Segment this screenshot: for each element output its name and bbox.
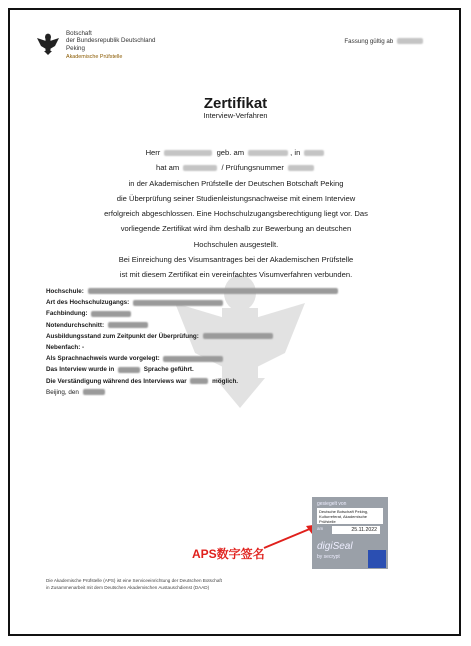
annotation-label: APS数字签名 (192, 547, 265, 561)
certificate-body (46, 145, 426, 283)
footer-line-1: Die Akademische Prüfstelle (APS) ist eine Serviceeinrichtung der Deutschen Botschaft (46, 578, 222, 583)
seal-brand-sub: by secrypt (317, 554, 340, 560)
field-interview: Das Interview wurde in Sprache geführt. (46, 366, 194, 374)
page-title: Zertifikat (203, 95, 268, 112)
embassy-header (66, 30, 155, 62)
fassung-label: Fassung gültig ab (344, 38, 394, 45)
body-line-5: erfolgreich abgeschlossen. Eine Hochschulzugangsberechtigung liegt vor. Das (104, 209, 368, 219)
seal-sealed-by: gesiegelt von (317, 501, 347, 507)
field-beijing: Beijing, den (46, 387, 426, 398)
certificate-fields (46, 286, 426, 398)
seal-brand: digiSeal (317, 541, 353, 552)
field-noten: Notendurchschnitt: (46, 320, 426, 331)
body-line-7: Hochschulen ausgestellt. (193, 239, 279, 249)
footer-note (46, 578, 222, 591)
body-line-4: die Überprüfung seiner Studienleistungsnachweise mit einem Interview (116, 193, 356, 203)
field-hochschule: Hochschule: (46, 286, 426, 297)
field-nebenfach: Nebenfach: - (46, 344, 85, 352)
body-line-2: hat am / Prüfungsnummer (46, 160, 426, 175)
field-art: Art des Hochschulzugangs: (46, 297, 426, 308)
federal-eagle-icon (36, 30, 60, 56)
footer-line-2: in Zusammenarbeit mit dem Deutschen Akademischen Austauschdienst (DAAD) (46, 584, 210, 590)
seal-date: 25.11.2022 (332, 526, 380, 534)
body-line-3: in der Akademischen Prüfstelle der Deutschen Botschaft Peking (128, 178, 344, 188)
redacted-date (397, 38, 423, 44)
header-line-1: Botschaft (66, 30, 92, 37)
body-line-1: Herr geb. am , in (46, 145, 426, 160)
field-ausbildung: Ausbildungsstand zum Zeitpunkt der Überprüfung: (46, 331, 426, 342)
seal-org-box: Deutsche Botschaft Peking, Kulturreferat, Akademische Prüfstelle (317, 508, 383, 524)
validity-note (344, 38, 425, 45)
body-line-8: Bei Einreichung des Visumsantrages bei der Akademischen Prüfstelle (118, 255, 354, 265)
header-line-2: der Bundesrepublik Deutschland (66, 37, 156, 45)
field-sprach: Als Sprachnachweis wurde vorgelegt: (46, 353, 426, 364)
field-fachbindung: Fachbindung: (46, 308, 426, 319)
header-line-3: Peking (66, 44, 85, 52)
body-line-6: vorliegende Zertifikat wird ihm deshalb zur Bewerbung an deutschen (120, 224, 352, 234)
body-line-9: ist mit diesem Zertifikat ein vereinfachtes Visumverfahren verbunden. (119, 270, 353, 280)
header-subline: Akademische Prüfstelle (66, 54, 123, 61)
field-verstaendigung: Die Verständigung während des Interviews war möglich. (46, 377, 239, 385)
seal-blue-square (368, 550, 386, 568)
page-subtitle: Interview-Verfahren (203, 111, 268, 120)
seal-am-label: am (317, 526, 324, 531)
